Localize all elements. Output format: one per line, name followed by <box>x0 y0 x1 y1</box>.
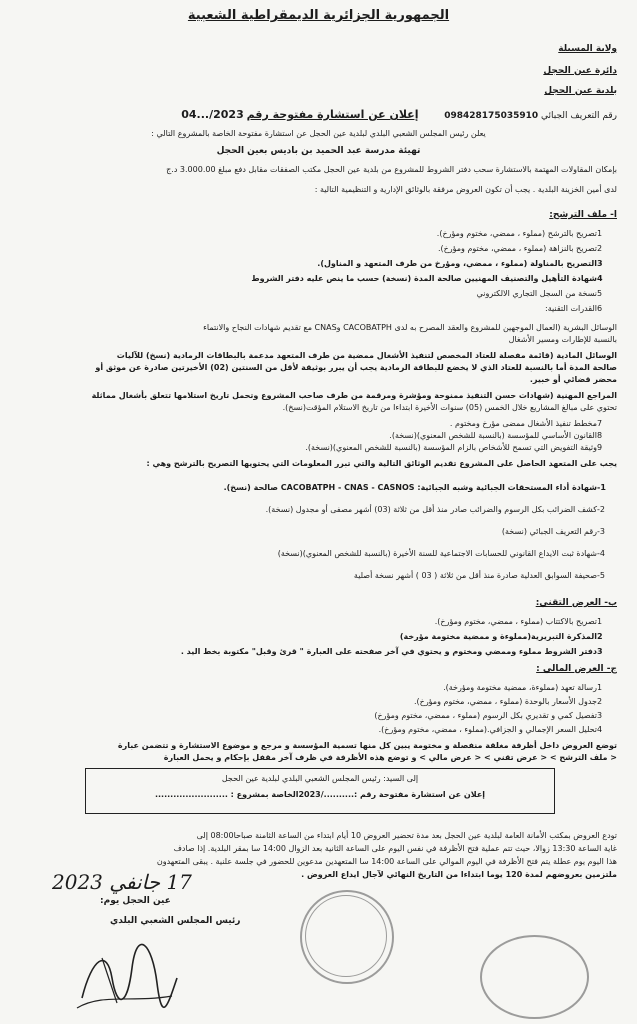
list-item-text: تصريح بالنزاهة (مملوء ، ممضي، مختوم ومؤرخ). <box>437 244 597 253</box>
list-item-text: وثيقة التفويض التي تسمح للأشخاص بالزام المؤسسة (بالنسبة للشخص المعنوي)(نسخة). <box>305 443 597 452</box>
list-item-number: 7 <box>597 419 603 428</box>
list-item <box>20 418 611 429</box>
list-item-number: 2- <box>597 505 605 514</box>
material-resources-line-2: صالحة المدة أما بالنسبة للعتاد الذي لا يخضع للبطاقة الرمادية يجب أن يبرر بوثيقة لأقل من السنتين (02) الأخيرتين صادرة عن موثق أو <box>95 363 617 372</box>
list-item <box>20 682 611 693</box>
list-item <box>20 442 611 453</box>
professional-refs-line: المراجع المهنية (شهادات حسن التنفيذ ممنوحة ومؤشرة ومرقمة من طرف صاحب المشروع وتحمل تاريخ استلامها تتعلق بأشغال مماثلة <box>91 391 617 400</box>
announcement-title: إعلان عن استشارة مفتوحة رقم <box>246 108 419 121</box>
address-box-line-1: إلى السيد: رئيس المجلس الشعبي البلدي لبلدية عين الحجل <box>221 774 419 783</box>
list-item-number: 1 <box>597 683 603 692</box>
republic-title: الجمهورية الجزائرية الديمقراطية الشعبية <box>187 8 450 23</box>
human-resources-line: الوسائل البشرية (العمال الموجهين للمشروع والعقد المصرح به لدى CACOBATPH وCNAS مع تقديم شهادات النجاح والانتماء <box>203 323 617 332</box>
material-resources-line-3: محضر قضائي أو خبير. <box>529 375 617 384</box>
daira-label: دائرة عين الحجل <box>543 66 617 76</box>
announcement-number: 2023/...04 <box>181 108 244 121</box>
closing-line-2: غاية الساعة 13:30 زوالا، حيث تتم عملية فتح الأظرفة في نفس اليوم على الساعة الثانية بعد الزوال 14:00 سا بمقر البلدية. إذا صادف <box>173 844 617 853</box>
list-item-number: 5 <box>597 289 603 298</box>
closing-line-4: ملتزمين بعروضهم لمدة 120 يوما ابتداءا من التاريخ النهائي لآجال ايداع العروض . <box>301 870 617 879</box>
list-item-text: صحيفة السوابق العدلية صادرة منذ أقل من ثلاثة ( 03 ) أشهر نسخة أصلية <box>353 571 597 580</box>
list-item-text: نسخة من السجل التجاري الالكتروني <box>476 289 597 298</box>
winner-note: يجب على المتعهد الحاصل على المشروع تقديم الوثائق التالية والتي تبرر المعلومات التي يحتويها التصريح بالترشح وهي : <box>146 459 617 468</box>
list-item-number: 4- <box>597 549 605 558</box>
official-stamp-center-ring <box>305 895 387 977</box>
list-item-number: 2 <box>597 244 603 253</box>
list-item-text: تحليل السعر الإجمالي و الجزافي.(مملوء ، ممضي، مختوم ومؤرخ). <box>378 725 597 734</box>
list-item-number: 1 <box>597 229 603 238</box>
list-item-text: تصريح بالترشح (مملوء ، ممضي، مختوم ومؤرخ). <box>436 229 597 238</box>
list-item <box>20 504 611 515</box>
list-item <box>20 616 611 627</box>
material-resources-line: الوسائل المادية (قائمة مفصلة للعتاد المخصص لتنفيذ الأشغال ممضية من طرف المتعهد مدعمة بالبطاقات الرمادية (نسخ) للآليات <box>116 351 617 360</box>
wilaya-label: ولاية المسيلة <box>558 44 617 54</box>
closing-line-3: هذا اليوم يوم عطلة يتم فتح الأظرفة في اليوم الموالي على الساعة 14:00 سا المتعهدين مدعوين للحضور في جلسة علنية . يبقى المتعهدون <box>156 857 617 866</box>
list-item-number: 3 <box>597 647 603 656</box>
list-item-text: شهادة ثبت الايداع القانوني للحسابات الاجتماعية للسنة الأخيرة (بالنسبة للشخص المعنوي)(نسخة) <box>277 549 597 558</box>
list-item-number: 1 <box>597 617 603 626</box>
envelope-line-2: < ملف الترشح > < عرض تقني > < عرض مالي > و توضع هذه الأظرفة في ظرف آخر مقفل بإحكام و يحمل العبارة <box>163 753 617 762</box>
intro-line-3: بإمكان المقاولات المهتمة بالاستشارة سحب دفتر الشروط للمشروع من بلدية عين الحجل مكتب الصفقات مقابل دفع مبلغ 3.000.00 د.ج <box>166 165 617 174</box>
list-item-text: تفصيل كمي و تقديري بكل الرسوم (مملوء ، ممضي، مختوم ومؤرخ) <box>374 711 597 720</box>
list-item <box>20 696 611 707</box>
list-item <box>20 430 611 441</box>
list-item <box>20 724 611 735</box>
list-item-number: 2 <box>597 697 603 706</box>
official-stamp-right <box>480 935 589 1019</box>
list-item-text: جدول الأسعار بالوحدة (مملوء ، ممضي، مختوم ومؤرخ). <box>413 697 597 706</box>
list-item-number: 3 <box>597 259 603 268</box>
project-name: تهيئة مدرسة عبد الحميد بن باديس بعين الحجل <box>216 146 421 156</box>
intro-line-4: لدى أمين الخزينة البلدية . يجب أن تكون العروض مرفقة بالوثائق الإدارية و التنظيمية التالية : <box>314 185 617 194</box>
list-item-number: 3 <box>597 711 603 720</box>
list-item-text: شهادة التأهيل والتصنيف المهنيين صالحة المدة (نسخة) حسب ما ينص عليه دفتر الشروط <box>251 274 597 283</box>
handwritten-date: 17 جانفي 2023 <box>52 870 192 894</box>
list-item <box>20 646 611 657</box>
list-item-text: تصريح بالاكتتاب (مملوء ، ممضي، مختوم ومؤرخ). <box>434 617 597 626</box>
address-box <box>85 768 555 814</box>
intro-line-1: يعلن رئيس المجلس الشعبي البلدي لبلدية عين الحجل عن استشارة مفتوحة الخاصة بالمشروع التالي : <box>151 129 486 138</box>
list-item-number: 2 <box>597 632 603 641</box>
place-date-label: عين الحجل يوم: <box>100 896 171 906</box>
list-item <box>20 243 611 254</box>
list-item-number: 5- <box>597 571 605 580</box>
list-item-number: 1- <box>597 483 606 492</box>
list-item-text: القدرات التقنية: <box>545 304 597 313</box>
signatory-title: رئيس المجلس الشعبي البلدي <box>110 916 241 926</box>
tax-id-label: رقم التعريف الجبائي <box>541 111 617 121</box>
list-item <box>20 258 611 269</box>
list-item-text: مخطط تنفيذ الأشغال ممضى مؤرخ ومختوم . <box>449 419 597 428</box>
list-item-number: 4 <box>597 274 603 283</box>
section-a-title: أ- ملف الترشح: <box>549 210 617 220</box>
reference-line <box>20 108 617 121</box>
professional-refs-line-2: تحتوي على مبالغ المشاريع خلال الخمس (05) سنوات الأخيرة ابتداءا من تاريخ الاستلام المؤقت(نسخ). <box>282 403 617 412</box>
list-item <box>20 288 611 299</box>
list-item-text: دفتر الشروط مملوء وممضي ومختوم و يحتوي في آخر صفحته على العبارة " قرئ وقبل" مكتوبة بخط اليد . <box>180 647 597 656</box>
list-item-text: شهادة أداء المستحقات الجبائية وشبه الجبائية: CACOBATPH - CNAS - CASNOS صالحة (نسخ). <box>223 483 597 492</box>
list-item <box>20 570 611 581</box>
human-resources-line-2: بالنسبة للإطارات ومسير الأشغال <box>508 335 617 344</box>
list-item-number: 9 <box>597 443 603 452</box>
list-item-text: التصريح بالمناولة (مملوء ، ممضي، ومؤرخ من طرف المتعهد و المناول). <box>317 259 597 268</box>
list-item <box>20 548 611 559</box>
list-item <box>20 273 611 284</box>
list-item <box>20 631 611 642</box>
signature-icon <box>72 938 182 1018</box>
list-item <box>20 710 611 721</box>
section-c-title: ج- العرض المالي : <box>536 664 617 674</box>
list-item <box>20 228 611 239</box>
list-item-text: رقم التعريف الجبائي (نسخة) <box>501 527 597 536</box>
list-item-text: رسالة تعهد (مملوءة، ممضية مختومة ومؤرخة). <box>443 683 597 692</box>
list-item <box>20 526 611 537</box>
closing-line-1: تودع العروض بمكتب الأمانة العامة لبلدية عين الحجل بعد مدة تحضير العروض 10 أيام ابتداء من الساعة الثامنة صباحا08:00 إلى <box>196 831 617 840</box>
commune-label: بلدية عين الحجل <box>544 86 617 96</box>
list-item-number: 8 <box>597 431 603 440</box>
list-item-number: 4 <box>597 725 603 734</box>
list-item <box>20 482 611 493</box>
address-box-line-2: إعلان عن استشارة مفتوحة رقم :........../2023الخاصة بمشروع : ........................ <box>154 790 486 799</box>
list-item-text: المذكرة التبريرية(مملوءة و ممضية مختومة مؤرخة) <box>399 632 597 641</box>
envelope-line-1: توضع العروض داخل أظرفة مغلقة منفصلة و مختومة يبين كل منها تسمية المؤسسة و مرجع و موضوع الاستشارة و تتضمن عبارة <box>117 741 617 750</box>
tax-id: 098428175035910 <box>444 111 539 121</box>
list-item-number: 6 <box>597 304 603 313</box>
list-item <box>20 303 611 314</box>
list-item-number: 3- <box>597 527 605 536</box>
list-item-text: كشف الضرائب بكل الرسوم والضرائب صادر منذ أقل من ثلاثة (03) أشهر مصفى أو مجدول (نسخة). <box>265 505 597 514</box>
section-b-title: ب- العرض التقني: <box>535 598 617 608</box>
list-item-text: القانون الأساسي للمؤسسة (بالنسبة للشخص المعنوي)(نسخة). <box>389 431 597 440</box>
